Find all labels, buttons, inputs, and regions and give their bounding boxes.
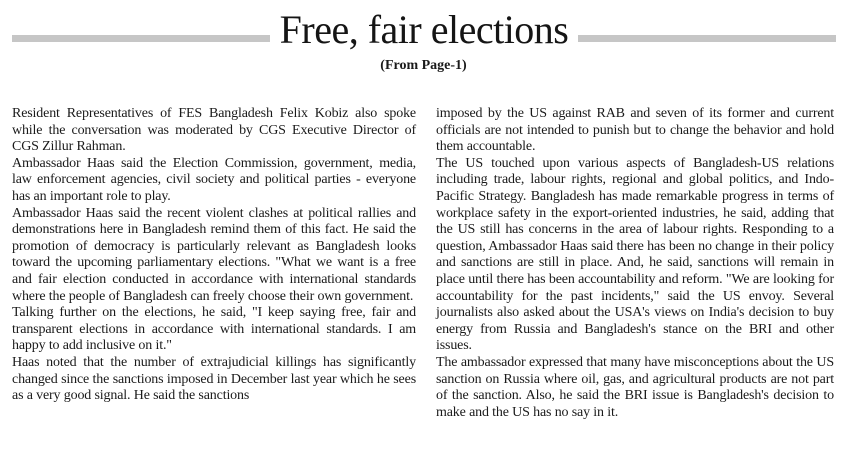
headline: Free, fair elections <box>279 7 569 52</box>
paragraph: The US touched upon various aspects of Bangladesh-US relations including trade, labour rights, regional and global politics, and Indo-Pacific Strategy. Bangladesh has made remarkable progress in terms of workplace safety in the export-oriented industries, he said, adding that the US still has concerns in the area of labour rights. Responding to a question, Ambassador Haas said there has been no change in their policy and sanctions are still in place. And, he said, sanctions will remain in place until there has been accountability and reform. "We are looking for accountability for the past incidents," said the US envoy. Several journalists also asked about the USA's views on India's decision to buy energy from Russia and Bangladesh's stance on the BRI and other issues. <box>436 155 834 354</box>
continuation-label: (From Page-1) <box>380 58 467 73</box>
paragraph: Haas noted that the number of extrajudicial killings has significantly changed since the sanctions imposed in December last year which he sees as a very good signal. He said the sanctions <box>12 354 416 404</box>
paragraph: imposed by the US against RAB and seven of its former and current officials are not intended to punish but to change the behavior and hold them accountable. <box>436 106 834 155</box>
article-column-left <box>12 106 416 405</box>
paragraph: Talking further on the elections, he said, "I keep saying free, fair and transparent elections in accordance with international standards. I am happy to add inclusive on it." <box>12 305 416 354</box>
paragraph: Ambassador Haas said the recent violent clashes at political rallies and demonstrations here in Bangladesh remind them of this fact. He said the promotion of democracy is particularly relevant as Bangladesh looks toward the upcoming parliamentary elections. "What we want is a free and fair election conducted in accordance with international standards where the people of Bangladesh can freely choose their own government. <box>12 205 416 304</box>
paragraph: The ambassador expressed that many have misconceptions about the US sanction on Russia where oil, gas, and agricultural products are not part of the sanction. Also, he said the BRI issue is Bangladesh's decision to make and the US has no say in it. <box>436 354 834 420</box>
headline-rule-left <box>12 35 270 42</box>
paragraph: Resident Representatives of FES Bangladesh Felix Kobiz also spoke while the conversation was moderated by CGS Executive Director of CGS Zillur Rahman. <box>12 106 416 155</box>
article-column-right <box>436 106 834 421</box>
paragraph: Ambassador Haas said the Election Commission, government, media, law enforcement agencies, civil society and political parties - everyone has an important role to play. <box>12 155 416 204</box>
headline-rule-right <box>578 35 836 42</box>
